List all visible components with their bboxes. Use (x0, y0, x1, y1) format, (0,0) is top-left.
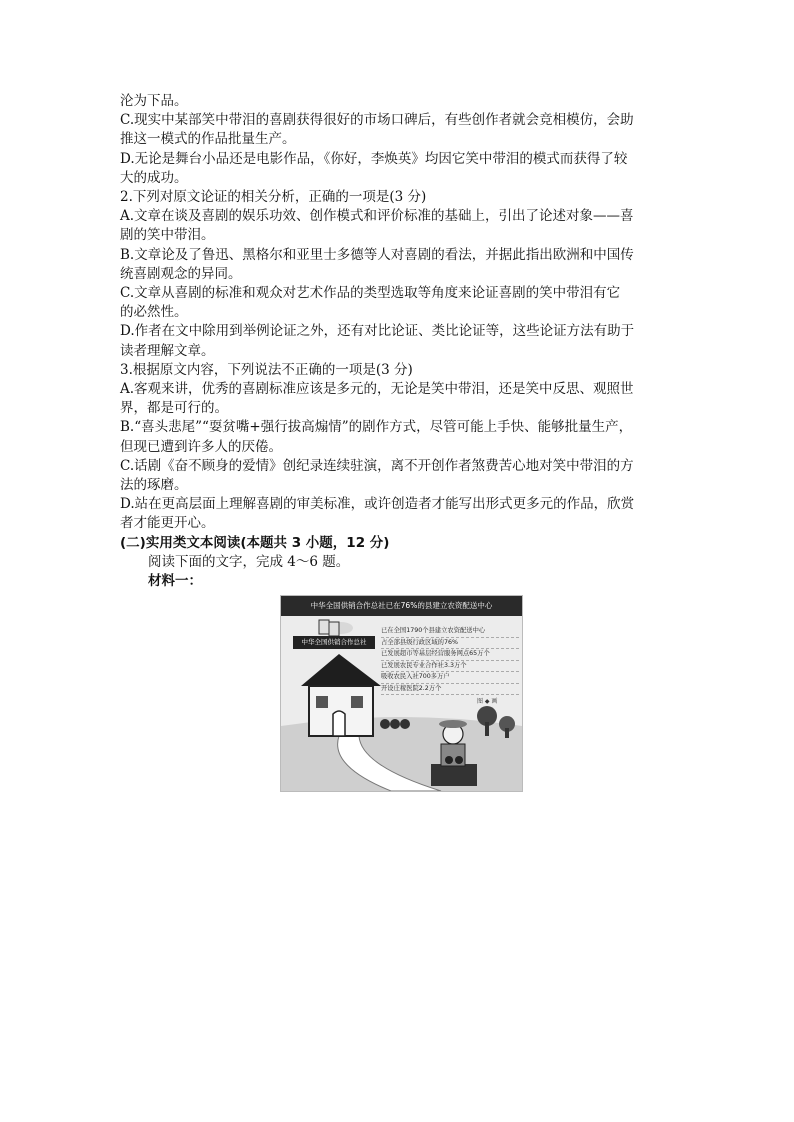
door-icon (333, 711, 345, 736)
stat-item: 已发展超市等基层经营服务网点65万个 (381, 649, 519, 661)
text-line: 法的琢磨。 (120, 477, 188, 494)
text-line: 沦为下品。 (120, 93, 188, 109)
option-a: A.客观来讲，优秀的喜剧标准应该是多元的，无论是笑中带泪，还是笑中反思、观照世 (120, 381, 634, 398)
window-icon (316, 696, 328, 708)
stat-item: 吸收农民入社700多万户 (381, 672, 519, 684)
stat-item: 已在全国1790个县建立农资配送中心 (381, 626, 519, 638)
option-d: D.站在更高层面上理解喜剧的审美标准，或许创造者才能写出形式更多元的作品，欣赏 (120, 496, 635, 513)
text-line: 推这一模式的作品批量生产。 (120, 131, 296, 148)
text-line: 者才能更开心。 (120, 515, 215, 532)
stat-item: 占全部县级行政区域的76% (381, 638, 519, 650)
exam-text (120, 92, 680, 591)
section-title: (二)实用类文本阅读(本题共 3 小题，12 分) (120, 534, 390, 551)
text-line: 界，都是可行的。 (120, 400, 228, 417)
stats-list (381, 626, 519, 695)
option-d: D.无论是舞台小品还是电影作品，《你好，李焕英》均因它笑中带泪的模式而获得了较 (120, 150, 628, 167)
roof-icon (301, 654, 381, 686)
text-line: 读者理解文章。 (120, 342, 215, 359)
text-line: 大的成功。 (120, 169, 188, 186)
option-c: C.文章从喜剧的标准和观众对艺术作品的类型选取等角度来论证喜剧的笑中带泪有它 (120, 285, 621, 302)
figure-credit: 图 ◆ 画 (477, 698, 498, 705)
question-3: 3.根据原文内容，下列说法不正确的一项是(3 分) (120, 361, 413, 378)
option-a: A.文章在谈及喜剧的娱乐功效、创作模式和评价标准的基础上，引出了论述对象——喜 (120, 208, 634, 225)
option-c: C.话剧《奋不顾身的爱情》创纪录连续驻演，离不开创作者煞费苦心地对笑中带泪的方 (120, 457, 634, 474)
option-b: B.“喜头悲尾”“耍贫嘴+强行拔高煽情”的剧作方式，尽管可能上手快、能够批量生产， (120, 419, 633, 436)
stat-item: 开设庄稼医院2.2万个 (381, 684, 519, 696)
figure-header: 中华全国供销合作总社已在76%的县建立农资配送中心 (281, 596, 522, 616)
text-line: 但现已遭到许多人的厌倦。 (120, 438, 282, 455)
option-c: C.现实中某部笑中带泪的喜剧获得很好的市场口碑后，有些创作者就会竞相模仿，会助 (120, 112, 634, 129)
section-instruction: 阅读下面的文字，完成 4～6 题。 (148, 553, 350, 570)
text-line: 统喜剧观念的异同。 (120, 265, 242, 282)
stat-item: 已发展农民专业合作社3.3万个 (381, 661, 519, 673)
window-icon (351, 696, 363, 708)
material-label: 材料一： (148, 573, 202, 590)
question-2: 2.下列对原文论证的相关分析，正确的一项是(3 分) (120, 189, 427, 206)
text-line: 的必然性。 (120, 304, 188, 321)
option-d: D.作者在文中除用到举例论证之外，还有对比论证、类比论证等，这些论证方法有助于 (120, 323, 635, 340)
organization-sign: 中华全国供销合作总社 (293, 636, 375, 649)
option-b: B.文章论及了鲁迅、黑格尔和亚里士多德等人对喜剧的看法，并据此指出欧洲和中国传 (120, 246, 634, 263)
infographic-figure (280, 595, 523, 792)
text-line: 剧的笑中带泪。 (120, 227, 215, 244)
